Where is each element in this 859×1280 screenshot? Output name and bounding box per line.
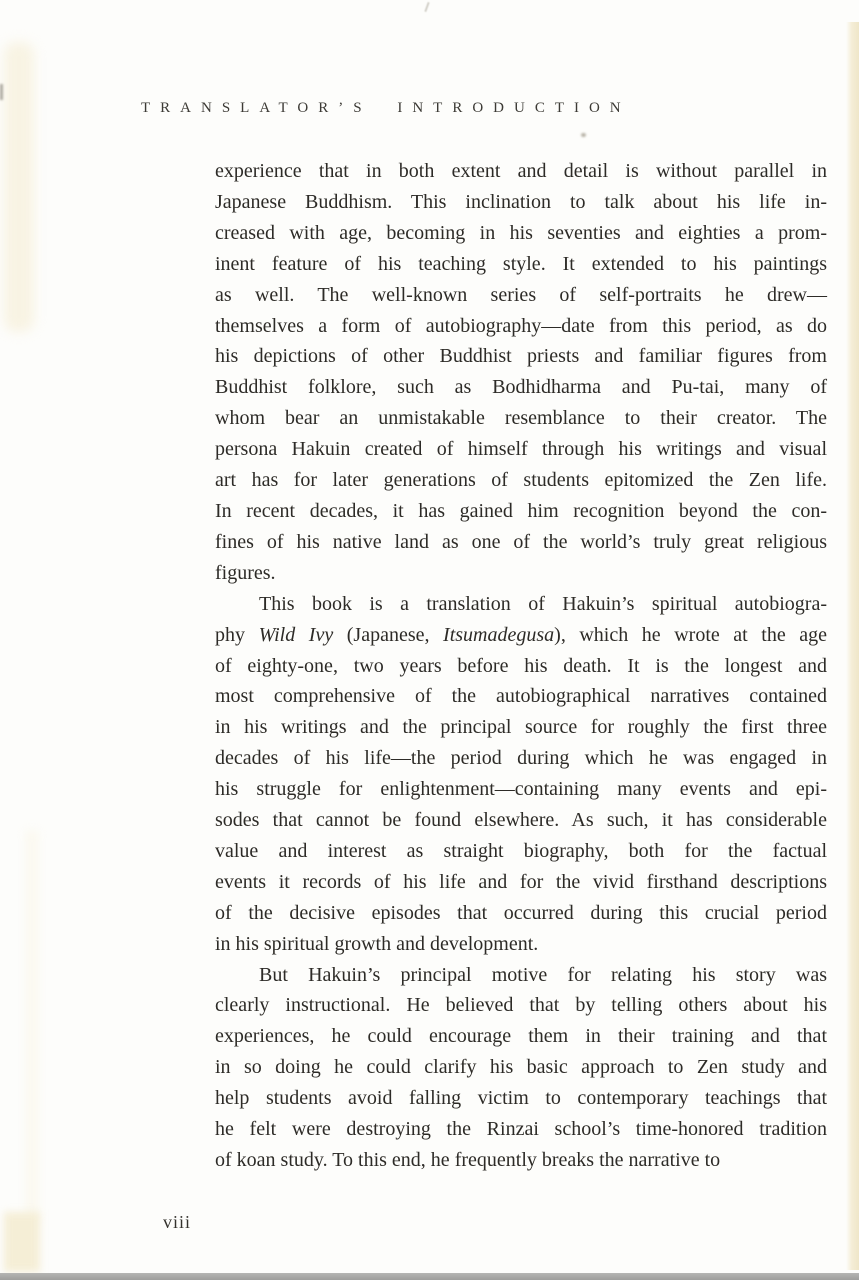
text-line: he felt were destroying the Rinzai school’s time-honored tradition — [215, 1118, 827, 1141]
text-line: figures. — [215, 561, 276, 584]
text-line: decades of his life—the period during which he was engaged in — [215, 747, 827, 770]
scan-notch-left — [0, 84, 3, 100]
paragraph — [215, 960, 827, 1176]
page-edge-tint-right — [846, 22, 859, 1270]
text-line: his depictions of other Buddhist priests and familiar figures from — [215, 345, 827, 368]
text-line: sodes that cannot be found elsewhere. As such, it has considerable — [215, 809, 827, 832]
text-line: in his writings and the principal source for roughly the first three — [215, 716, 827, 739]
text-line: art has for later generations of students epitomized the Zen life. — [215, 469, 827, 492]
text-line: clearly instructional. He believed that by telling others about his — [215, 994, 827, 1017]
text-line: help students avoid falling victim to contemporary teachings that — [215, 1087, 827, 1110]
text-line: in so doing he could clarify his basic approach to Zen study and — [215, 1056, 827, 1079]
text-line: themselves a form of autobiography—date from this period, as do — [215, 314, 827, 337]
scan-bottom-band — [0, 1273, 859, 1280]
running-header: TRANSLATOR’S INTRODUCTION — [141, 100, 631, 116]
scan-speck — [581, 133, 586, 137]
text-line: Japanese Buddhism. This inclination to talk about his life in- — [215, 190, 827, 213]
text-line: But Hakuin’s principal motive for relating his story was — [259, 963, 827, 986]
page-edge-tint-bottomleft — [4, 1212, 40, 1272]
text-line: Buddhist folklore, such as Bodhidharma and Pu-tai, many of — [215, 376, 827, 399]
text-line: his struggle for enlightenment—containing many events and epi- — [215, 778, 827, 801]
text-line: whom bear an unmistakable resemblance to their creator. The — [215, 407, 827, 430]
text-line: experience that in both extent and detail is without parallel in — [215, 160, 827, 182]
text-line: fines of his native land as one of the world’s truly great religious — [215, 530, 827, 553]
paragraph — [215, 589, 827, 960]
text-line: events it records of his life and for the vivid firsthand descriptions — [215, 870, 827, 893]
text-line: of the decisive episodes that occurred during this crucial period — [215, 901, 827, 924]
text-line: of koan study. To this end, he frequently breaks the narrative to — [215, 1149, 721, 1171]
text-line: This book is a translation of Hakuin’s spiritual autobiogra- — [259, 592, 827, 615]
page-edge-tint-leftlower — [26, 830, 38, 1220]
page-number: viii — [163, 1212, 192, 1232]
page-edge-tint-topleft — [4, 42, 34, 332]
text-line: persona Hakuin created of himself through his writings and visual — [215, 438, 827, 461]
text-line: most comprehensive of the autobiographical narratives contained — [215, 685, 827, 708]
text-line: inent feature of his teaching style. It extended to his paintings — [215, 252, 827, 275]
text-line: creased with age, becoming in his seventies and eighties a prom- — [215, 221, 827, 244]
scan-scratch — [424, 2, 429, 12]
text-line: experiences, he could encourage them in their training and that — [215, 1025, 827, 1048]
text-line: In recent decades, it has gained him recognition beyond the con- — [215, 499, 827, 522]
text-line: value and interest as straight biography, both for the factual — [215, 839, 827, 862]
text-line: in his spiritual growth and development. — [215, 932, 539, 955]
text-line: phy Wild Ivy (Japanese, Itsumadegusa), which he wrote at the age — [215, 623, 828, 646]
text-block — [215, 156, 827, 1176]
text-line: of eighty-one, two years before his death. It is the longest and — [215, 654, 827, 677]
paragraph — [215, 156, 827, 589]
text-line: as well. The well-known series of self-portraits he drew— — [215, 283, 827, 306]
